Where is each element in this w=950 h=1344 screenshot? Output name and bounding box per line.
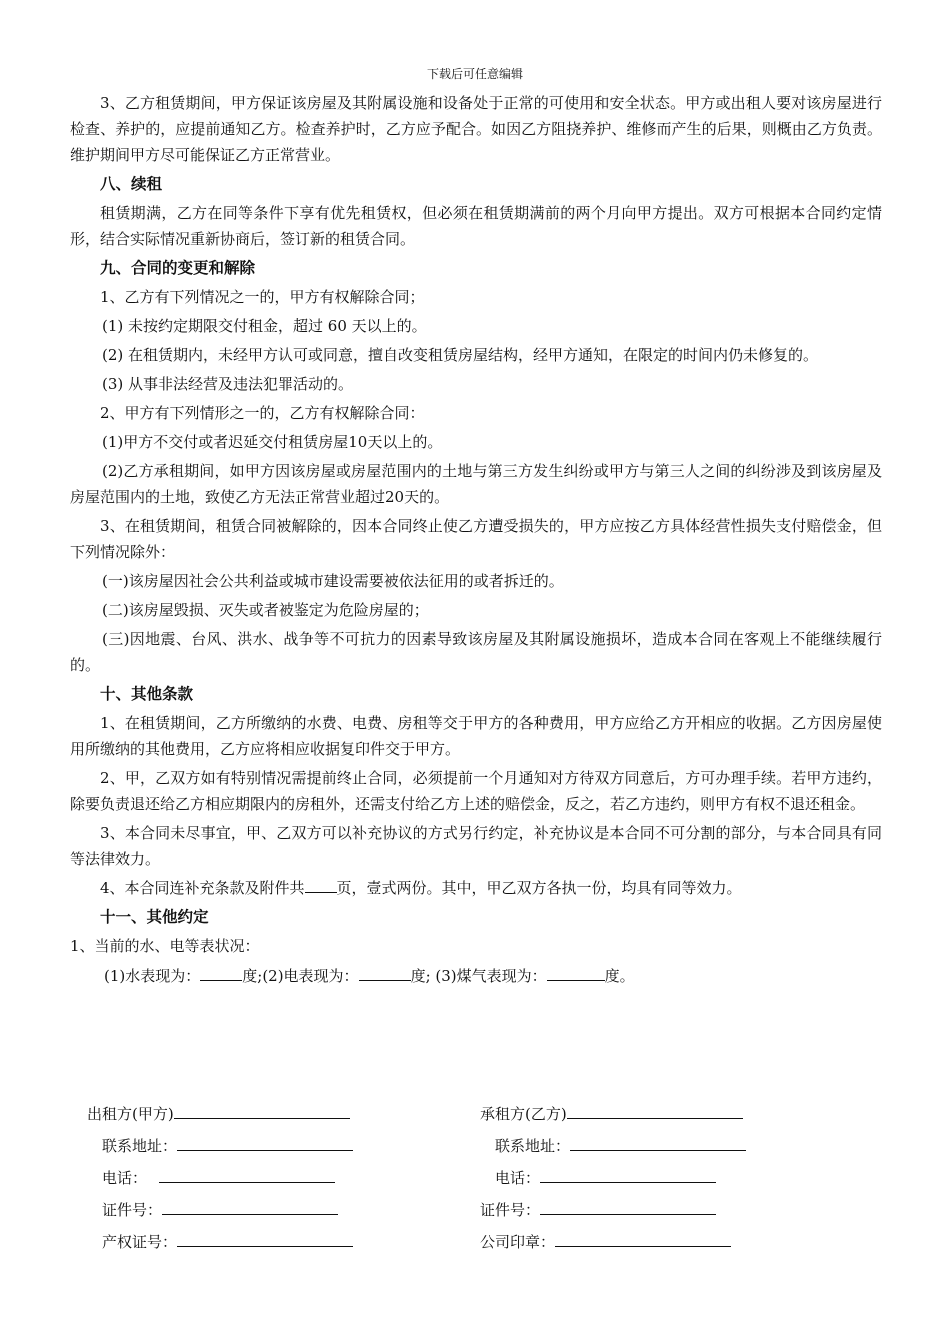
paragraph: 3、在租赁期间，租赁合同被解除的，因本合同终止使乙方遭受损失的，甲方应按乙方具体经营性损失支付赔偿金，但下列情况除外： [70,517,882,561]
id-left-field [102,1199,338,1220]
list-item: (二)该房屋毁损、灭失或者被鉴定为危险房屋的； [102,601,429,619]
phone-line [540,1168,716,1183]
contract-body [70,90,882,989]
list-item: (1) 未按约定期限交付租金，超过 60 天以上的。 [102,317,427,335]
id-label: 证件号： [102,1201,163,1219]
signature-row [0,1167,950,1199]
meter-readings [70,963,882,989]
paragraph: 3、乙方租赁期间，甲方保证该房屋及其附属设施和设备处于正常的可使用和安全状态。甲方或出租人要对该房屋进行检查、养护的，应提前通知乙方。检查养护时，乙方应予配合。如因乙方阻挠养护、维修而产生的后果，则概由乙方负责。维护期间甲方尽可能保证乙方正常营业。 [70,94,882,164]
unit-label: 度; [410,967,431,985]
list-item: (1)甲方不交付或者迟延交付租赁房屋10天以上的。 [102,433,443,451]
phone-right-field [495,1167,716,1188]
phone-label: 电话： [495,1169,541,1187]
id-line [540,1200,716,1215]
seal-line [555,1232,731,1247]
deed-field [102,1231,353,1252]
lessee-signature-line [567,1104,743,1119]
deed-line [177,1232,353,1247]
gas-meter-blank [547,966,605,981]
lessor-field [87,1103,350,1124]
paragraph-text: 页，壹式两份。其中，甲乙双方各执一份，均具有同等效力。 [336,879,742,897]
paragraph: 2、甲方有下列情形之一的，乙方有权解除合同： [100,404,425,422]
list-item: (一)该房屋因社会公共利益或城市建设需要被依法征用的或者拆迁的。 [102,572,564,590]
address-right-field [495,1135,746,1156]
paragraph: 2、甲，乙双方如有特别情况需提前终止合同，必须提前一个月通知对方待双方同意后，方可办理手续。若甲方违约，除要负责退还给乙方相应期限内的房租外，还需支付给乙方上述的赔偿金，反之，若乙方违约，则甲方有权不退还租金。 [70,769,882,813]
lessor-signature-line [174,1104,350,1119]
section-heading-other-terms: 十、其他条款 [100,684,194,703]
water-meter-blank [200,966,242,981]
water-meter-label: (1)水表现为： [104,967,201,985]
paragraph: 1、乙方有下列情况之一的，甲方有权解除合同； [100,288,425,306]
page-count-blank [305,878,337,893]
gas-meter-label: (3)煤气表现为： [435,967,547,985]
electric-meter-blank [359,966,411,981]
signature-row [0,1135,950,1167]
paragraph: 1、在租赁期间，乙方所缴纳的水费、电费、房租等交于甲方的各种费用，甲方应给乙方开相应的收据。乙方因房屋使用所缴纳的其他费用，乙方应将相应收据复印件交于甲方。 [70,714,882,758]
paragraph: 租赁期满，乙方在同等条件下享有优先租赁权，但必须在租赁期满前的两个月向甲方提出。双方可根据本合同约定情形，结合实际情况重新协商后，签订新的租赁合同。 [70,204,882,248]
paragraph: 3、本合同未尽事宜，甲、乙双方可以补充协议的方式另行约定，补充协议是本合同不可分割的部分，与本合同具有同等法律效力。 [70,824,882,868]
phone-label: 电话： [102,1169,148,1187]
paragraph-text: 4、本合同连补充条款及附件共 [100,879,305,897]
address-left-field [102,1135,353,1156]
list-item: (2)乙方承租期间，如甲方因该房屋或房屋范围内的土地与第三方发生纠纷或甲方与第三人之间的纠纷涉及到该房屋及房屋范围内的土地，致使乙方无法正常营业超过20天的。 [70,462,882,506]
deed-label: 产权证号： [102,1233,178,1251]
list-item: (3) 从事非法经营及违法犯罪活动的。 [102,375,354,393]
lessor-label: 出租方(甲方) [87,1105,174,1123]
signature-row [0,1199,950,1231]
phone-line [159,1168,335,1183]
signature-row [0,1231,950,1263]
list-item: (2) 在租赁期内，未经甲方认可或同意，擅自改变租赁房屋结构，经甲方通知，在限定的时间内仍未修复的。 [102,346,819,364]
phone-left-field [102,1167,335,1188]
paragraph [70,875,882,901]
id-label: 证件号： [480,1201,541,1219]
section-heading-termination: 九、合同的变更和解除 [100,258,256,277]
section-heading-renewal: 八、续租 [100,174,163,193]
address-line [570,1136,746,1151]
address-label: 联系地址： [495,1137,571,1155]
address-line [177,1136,353,1151]
page-header-note: 下载后可任意编辑 [426,67,523,81]
paragraph: 1、当前的水、电等表状况： [70,937,260,955]
unit-label: 度。 [604,967,635,985]
id-right-field [480,1199,716,1220]
lessee-label: 承租方(乙方) [480,1105,567,1123]
seal-label: 公司印章： [480,1233,556,1251]
unit-label: 度; [242,967,263,985]
seal-field [480,1231,731,1252]
section-heading-other-agreements: 十一、其他约定 [100,907,209,926]
signature-row [0,1103,950,1135]
electric-meter-label: (2)电表现为： [262,967,359,985]
list-item: (三)因地震、台风、洪水、战争等不可抗力的因素导致该房屋及其附属设施损坏，造成本合同在客观上不能继续履行的。 [70,630,882,674]
address-label: 联系地址： [102,1137,178,1155]
signature-block [0,1103,950,1263]
lessee-field [480,1103,743,1124]
id-line [162,1200,338,1215]
